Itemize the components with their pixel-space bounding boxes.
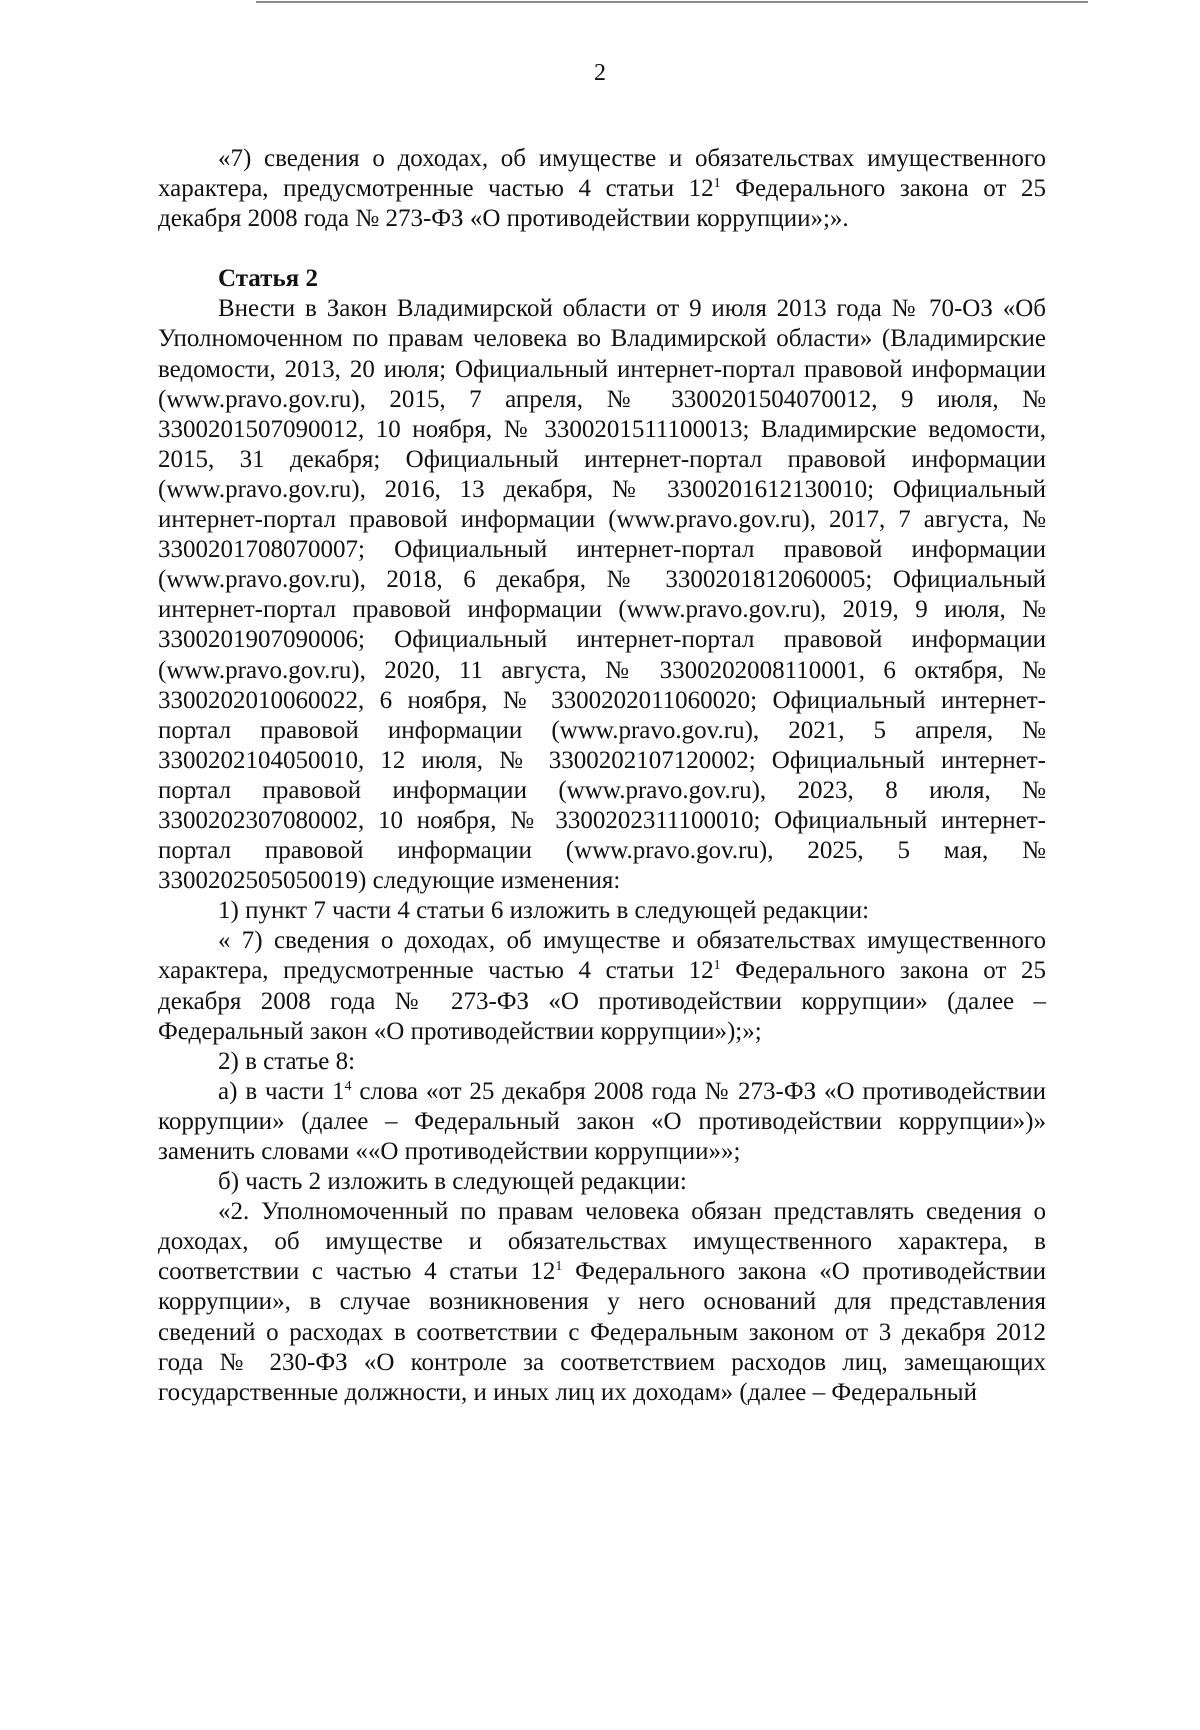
superscript-index: 4 [344,1078,352,1094]
top-scan-border [256,1,1088,3]
paragraph-amendment-1-text: « 7) сведения о доходах, об имуществе и обязательствах имущественного характера, предусмотренные частью 4 статьи $12^1$ Федерального закона от 25 декабря 2008 года № 273-ФЗ «О противодействии коррупции» (далее – Федеральный закон «О противодействии коррупции»);»; [158,927,1046,1045]
paragraph-amendment-intro: Внести в Закон Владимирской области от 9 июля 2013 года № 70-ОЗ «Об Уполномоченном по правам человека во Владимирской области» (Владимирские ведомости, 2013, 20 июля; Официальный интернет-портал правовой информации (www.pravo.gov.ru), 2015, 7 апреля, № 3300201504070012, 9 июля, № 3300201507090012, 10 ноября, № 3300201511100013; Владимирские ведомости, 2015, 31 декабря; Официальный интернет-портал правовой информации (www.pravo.gov.ru), 2016, 13 декабря, № 3300201612130010; Официальный интернет-портал правовой информации (www.pravo.gov.ru), 2017, 7 августа, № 3300201708070007; Официальный интернет-портал правовой информации (www.pravo.gov.ru), 2018, 6 декабря, № 3300201812060005; Официальный интернет-портал правовой информации (www.pravo.gov.ru), 2019, 9 июля, № 3300201907090006; Официальный интернет-портал правовой информации (www.pravo.gov.ru), 2020, 11 августа, № 3300202008110001, 6 октября, № 3300202010060022, 6 ноября, № 3300202011060020; Официальный интернет-портал правовой информации (www.pravo.gov.ru), 2021, 5 апреля, № 3300202104050010, 12 июля, № 3300202107120002; Официальный интернет-портал правовой информации (www.pravo.gov.ru), 2023, 8 июля, № 3300202307080002, 10 ноября, № 3300202311100010; Официальный интернет-портал правовой информации (www.pravo.gov.ru), 2025, 5 мая, № 3300202505050019) следующие изменения: [158,295,1046,895]
document-body [158,144,1046,1408]
article-2-heading: Статья 2 [218,265,318,293]
paragraph-amendment-2a: а) в части $1^4$ слова «от 25 декабря 2008 года № 273-ФЗ «О противодействии коррупции» (далее – Федеральный закон «О противодействии коррупции»)» заменить словами ««О противодействии коррупции»»; [158,1077,1046,1165]
superscript-index: 1 [555,1259,563,1275]
paragraph-amendment-2: 2) в статье 8: [218,1047,356,1075]
superscript-index: 1 [713,958,721,974]
paragraph-amendment-2b: б) часть 2 изложить в следующей редакции: [218,1168,687,1196]
superscript-index: 1 [713,176,721,192]
paragraph-item-7-continuation: «7) сведения о доходах, об имуществе и обязательствах имущественного характера, предусмотренные частью 4 статьи $12^1$ Федерального закона от 25 декабря 2008 года № 273-ФЗ «О противодействии коррупции»;». [158,145,1046,233]
page-number: 2 [594,60,606,86]
paragraph-amendment-1: 1) пункт 7 части 4 статьи 6 изложить в следующей редакции: [218,897,870,925]
paragraph-amendment-2b-text: «2. Уполномоченный по правам человека обязан представлять сведения о доходах, об имуществе и обязательствах имущественного характера, в соответствии с частью 4 статьи $12^1$ Федерального закона «О противодействии коррупции», в случае возникновения у него оснований для представления сведений о расходах в соответствии с Федеральным законом от 3 декабря 2012 года № 230-ФЗ «О контроле за соответствием расходов лиц, замещающих государственные должности, и иных лиц их доходам» (далее – Федеральный [158,1198,1046,1406]
